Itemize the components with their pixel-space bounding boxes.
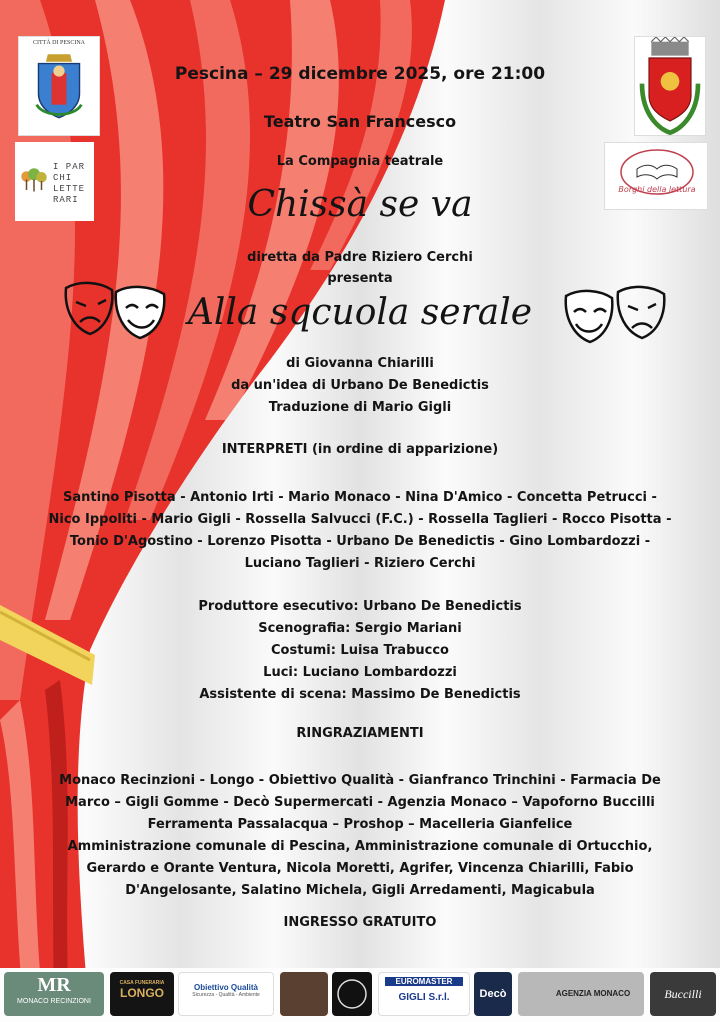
author-credit: di Giovanna Chiarilli: [286, 356, 434, 371]
translation-credit: Traduzione di Mario Gigli: [268, 400, 452, 415]
thanks-line: Ferramenta Passalacqua – Proshop – Macelleria Gianfelice: [147, 817, 573, 832]
borghi-label: Borghi della lettura: [618, 185, 696, 194]
company-intro: La Compagnia teatrale: [276, 154, 444, 169]
event-date-time: Pescina – 29 dicembre 2025, ore 21:00: [174, 64, 546, 84]
sponsor-trinchini: [280, 972, 328, 1016]
sponsor-deco: [474, 972, 512, 1016]
show-title: Alla sqcuola serale: [187, 292, 533, 333]
venue-name: Teatro San Francesco: [263, 112, 457, 131]
sponsor-buccilli-label: Buccilli: [664, 987, 702, 1001]
thanks-line: Marco – Gigli Gomme - Decò Supermercati - Agenzia Monaco – Vapoforno Buccilli: [65, 795, 655, 810]
sponsor-buccilli: [650, 972, 716, 1016]
cast-line: Nico Ippoliti - Mario Gigli - Rossella Salvucci (F.C.) - Rossella Taglieri - Rocco Pisotta -: [48, 512, 672, 527]
sponsor-proshop: [332, 972, 372, 1016]
thanks-list: [0, 770, 720, 902]
sponsor-longo: [110, 972, 174, 1016]
cast-heading: [0, 442, 720, 457]
crew-set-design: Scenografia: Sergio Mariani: [258, 621, 462, 636]
thanks-line: D'Angelosante, Salatino Michela, Gigli Arredamenti, Magicabula: [125, 883, 595, 898]
sponsor-obiettivo-sub: Sicurezza - Qualità - Ambiente: [192, 992, 260, 998]
sponsor-obiettivo-qualita: [178, 972, 274, 1016]
theatre-masks-right-icon: [560, 280, 670, 350]
sponsor-euromaster-label: EUROMASTER: [385, 977, 463, 986]
thanks-line: Amministrazione comunale di Pescina, Amministrazione comunale di Ortucchio,: [67, 839, 653, 854]
thanks-line: Gerardo e Orante Ventura, Nicola Moretti, Agrifer, Vincenza Chiarilli, Fabio: [86, 861, 634, 876]
sponsor-gigli: [378, 972, 470, 1016]
sponsor-monaco-label: MONACO RECINZIONI: [17, 998, 91, 1005]
crew-costumes: Costumi: Luisa Trabucco: [271, 643, 449, 658]
cast-line: Luciano Taglieri - Riziero Cerchi: [244, 556, 476, 571]
sponsor-agenzia-monaco: [518, 972, 644, 1016]
city-logo-label: CITTÀ DI PESCINA: [33, 40, 85, 46]
sponsor-strip: [0, 968, 720, 1022]
cast-heading-note: (in ordine di apparizione): [307, 442, 499, 457]
cast-line: Tonio D'Agostino - Lorenzo Pisotta - Urbano De Benedictis - Gino Lombardozzi -: [69, 534, 651, 549]
sponsor-obiettivo-label: Obiettivo Qualità: [193, 983, 258, 992]
thanks-heading: RINGRAZIAMENTI: [296, 726, 424, 741]
crew-producer: Produttore esecutivo: Urbano De Benedictis: [198, 599, 522, 614]
sponsor-agenzia-label: AGENZIA MONACO: [555, 989, 631, 998]
parchi-letterari-text: I PAR CHI LETTE RARI: [53, 162, 86, 205]
sponsor-monaco-recinzioni: MR MONACO RECINZIONI: [4, 972, 104, 1016]
sponsor-emblem-icon: [332, 972, 372, 1016]
sponsor-gigli-label: GIGLI S.r.l.: [398, 992, 450, 1003]
presents-label: presenta: [327, 271, 393, 286]
sponsor-longo-label: LONGO: [120, 986, 164, 1000]
idea-credit: da un'idea di Urbano De Benedictis: [231, 378, 489, 393]
cast-heading-title: INTERPRETI: [221, 442, 308, 457]
crew-list: [0, 596, 720, 706]
cast-line: Santino Pisotta - Antonio Irti - Mario Monaco - Nina D'Amico - Concetta Petrucci -: [63, 490, 657, 505]
cast-list: [0, 487, 720, 575]
sponsor-longo-top: CASA FUNERARIA: [119, 980, 165, 986]
crew-assistant: Assistente di scena: Massimo De Benedictis: [199, 687, 521, 702]
thanks-line: Monaco Recinzioni - Longo - Obiettivo Qualità - Gianfranco Trinchini - Farmacia De: [59, 773, 661, 788]
free-entry-label: INGRESSO GRATUITO: [283, 915, 437, 930]
director-credit: diretta da Padre Riziero Cerchi: [247, 250, 473, 265]
crew-lights: Luci: Luciano Lombardozzi: [263, 665, 457, 680]
company-name: Chissà se va: [247, 184, 473, 225]
sponsor-deco-label: Decò: [479, 988, 507, 1000]
